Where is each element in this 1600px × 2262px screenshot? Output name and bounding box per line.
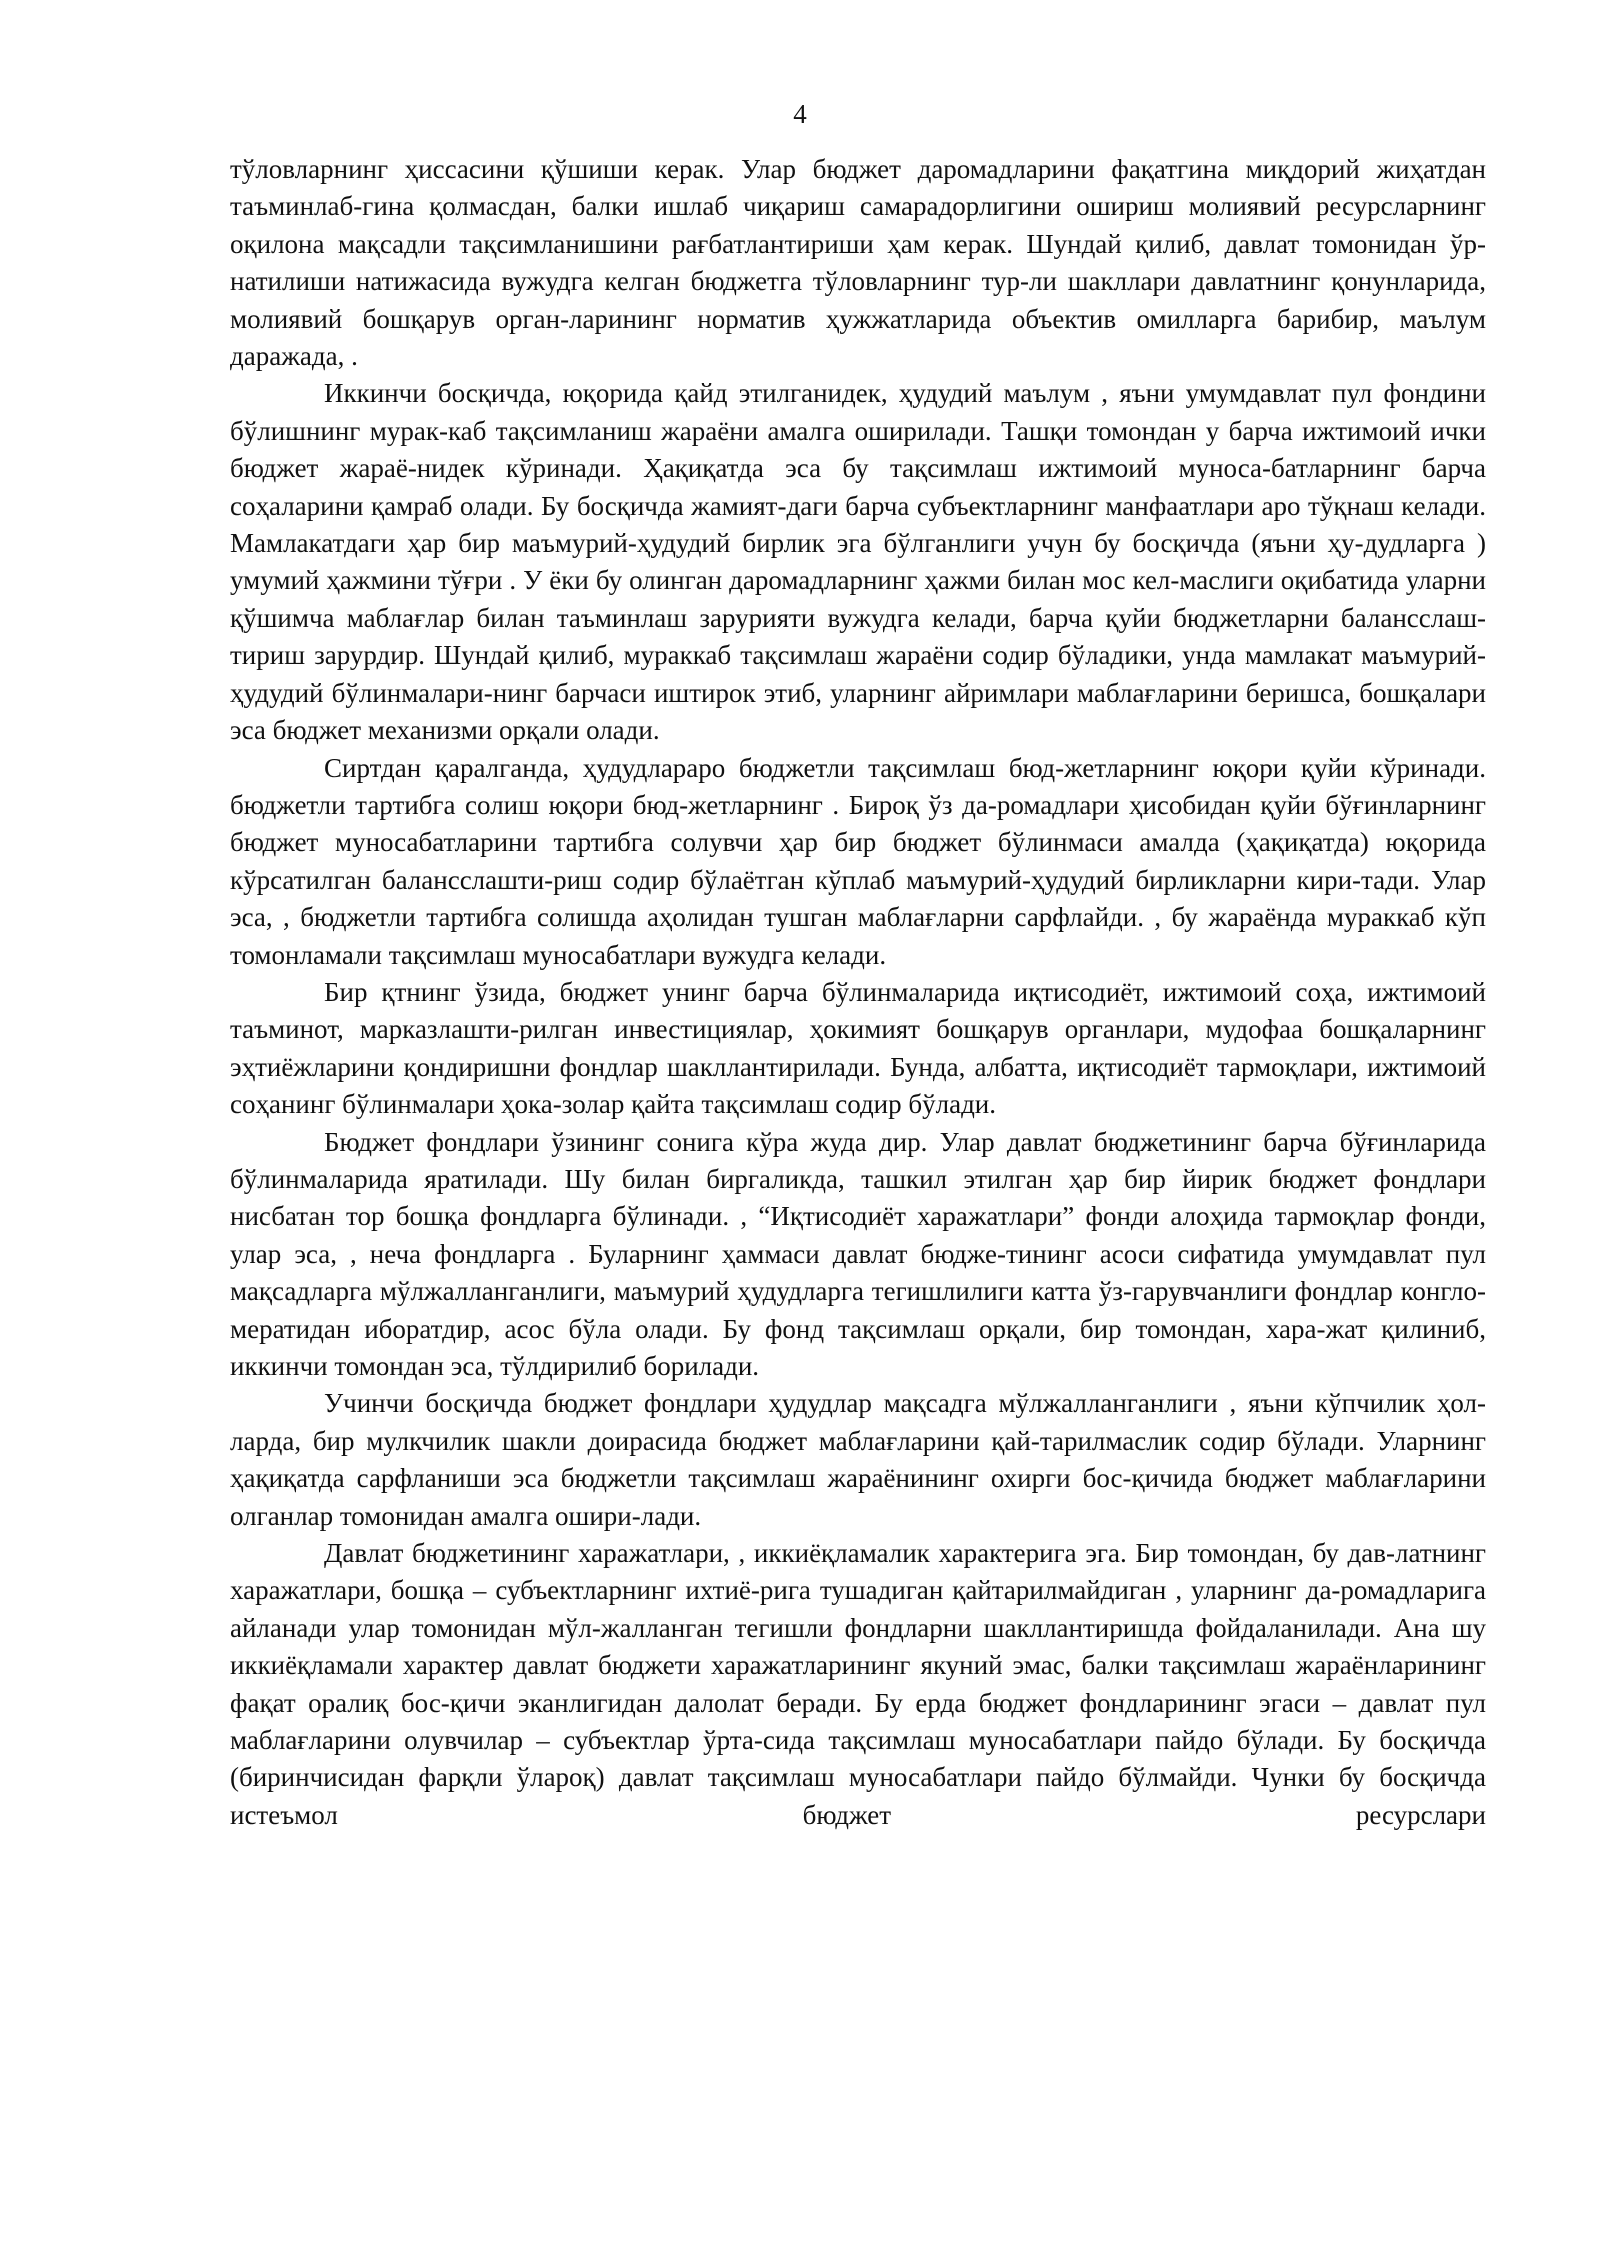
paragraph-budget-funds: Бюджет фондлари ўзининг сонига кўра жуда дир. Улар давлат бюджетининг барча бўғинларида бўлинмаларида яратилади. Шу билан биргаликда, ташкил этилган ҳар бир йирик бюджет фондлари нисбатан тор бошқа фондларга бўлинади. , “Иқтисодиёт харажатлари” фонди алоҳида тармоқлар фонди, улар эса, , неча фондларга . Буларнинг ҳаммаси давлат бюдже-тининг асоси сифатида умумдавлат пул мақсадларга мўлжалланганлиги, маъмурий ҳудудларга тегишлилиги катта ўз-гарувчанлиги фондлар конгло-мератидан иборатдир, асос бўла олади. Бу фонд тақсимлаш орқали, бир томондан, хара-жат қилиниб, иккинчи томондан эса, тўлдирилиб борилади. <box>230 1126 1486 1381</box>
document-body <box>230 151 1486 1834</box>
paragraph-budget-divisions: Бир қтнинг ўзида, бюджет унинг барча бўлинмаларида иқтисодиёт, ижтимоий соҳа, ижтимоий таъминот, марказлашти-рилган инвестициялар, ҳокимият бошқарув органлари, мудофаа бошқаларнинг эҳтиёжларини қондиришни фондлар шакллантирилади. Бунда, албатта, иқтисодиёт тармоқлари, ижтимоий соҳанинг бўлинмалари ҳока-золар қайта тақсимлаш содир бўлади. <box>230 976 1486 1120</box>
paragraph-expenditures: Давлат бюджетининг харажатлари, , иккиёқламалик характерига эга. Бир томондан, бу дав-латнинг харажатлари, бошқа – субъектларнинг ихтиё-рига тушадиган қайтарилмайдиган , уларнинг да-ромадларига айланади улар томонидан мўл-жалланган тегишли фондларни шакллантиришда фойдаланилади. Ана шу иккиёқламали характер давлат бюджети харажатларининг якуний эмас, балки тақсимлаш жараёнларининг фақат оралиқ бос-қичи эканлигидан далолат беради. Бу ерда бюджет фондларининг эгаси – давлат пул маблағларини олувчилар – субъектлар ўрта-сида тақсимлаш муносабатлари пайдо бўлади. Бу босқичда (биринчисидан фарқли ўлароқ) давлат тақсимлаш муносабатлари пайдо бўлмайди. Чунки бу босқичда истеъмол бюджет ресурслари <box>230 1538 1486 1830</box>
paragraph-continuation: тўловларнинг ҳиссасини қўшиши керак. Улар бюджет даромадларини фақатгина миқдорий жиҳатдан таъминлаб-гина қолмасдан, балки ишлаб чиқариш самарадорлигини ошириш молиявий ресурсларнинг оқилона мақсадли тақсимланишини рағбатлантириши ҳам керак. Шундай қилиб, давлат томонидан ўр-натилиши натижасида вужудга келган бюджетга тўловларнинг тур-ли шакллари давлатнинг қонунларида, молиявий бошқарув орган-ларининг норматив ҳужжатларида объектив омилларга барибир, маълум даражада, . <box>230 154 1486 372</box>
paragraph-second-stage: Иккинчи босқичда, юқорида қайд этилганидек, ҳудудий маълум , яъни умумдавлат пул фондини бўлишнинг мурак-каб тақсимланиш жараёни амалга оширилади. Ташқи томондан у барча ижтимоий ички бюджет жараё-нидек кўринади. Ҳақиқатда эса бу тақсимлаш ижтимоий муноса-батларнинг барча соҳаларини қамраб олади. Бу босқичда жамият-даги барча субъектларнинг манфаатлари аро тўқнаш келади. Мамлакатдаги ҳар бир маъмурий-ҳудудий бирлик эга бўлганлиги учун бу босқичда (яъни ҳу-дудларга ) умумий ҳажмини тўғри . У ёки бу олинган даромадларнинг ҳажми билан мос кел-маслиги оқибатида уларни қўшимча маблағлар билан таъминлаш зарурияти вужудга келади, барча қуйи бюджетларни балансслаш-тириш зарурдир. Шундай қилиб, мураккаб тақсимлаш жараёни содир бўладики, унда мамлакат маъмурий-ҳудудий бўлинмалари-нинг барчаси иштирок этиб, уларнинг айримлари маблағларини беришса, бошқалари эса бюджет механизми орқали олади. <box>230 378 1486 746</box>
page-number: 4 <box>793 99 807 129</box>
paragraph-interregional: Сиртдан қаралганда, ҳудудлараро бюджетли тақсимлаш бюд-жетларнинг юқори қуйи кўринади. бюджетли тартибга солиш юқори бюд-жетларнинг . Бироқ ўз да-ромадлари ҳисобидан қуйи бўғинларнинг бюджет муносабатларини тартибга солувчи ҳар бир бюджет бўлинмаси амалда (ҳақиқатда) юқорида кўрсатилган балансслашти-риш содир бўлаётган кўплаб маъмурий-ҳудудий бирликларни кири-тади. Улар эса, , бюджетли тартибга солишда аҳолидан тушган маблағларни сарфлайди. , бу жараёнда мураккаб кўп томонламали тақсимлаш муносабатлари вужудга келади. <box>230 752 1486 970</box>
paragraph-third-stage: Учинчи босқичда бюджет фондлари ҳудудлар мақсадга мўлжалланганлиги , яъни кўпчилик ҳол-ларда, бир мулкчилик шакли доирасида бюджет маблағларини қай-тарилмаслик содир бўлади. Уларнинг ҳақиқатда сарфланиши эса бюджетли тақсимлаш жараёнининг охирги бос-қичида бюджет маблағларини олганлар томонидан амалга ошири-лади. <box>230 1388 1486 1531</box>
